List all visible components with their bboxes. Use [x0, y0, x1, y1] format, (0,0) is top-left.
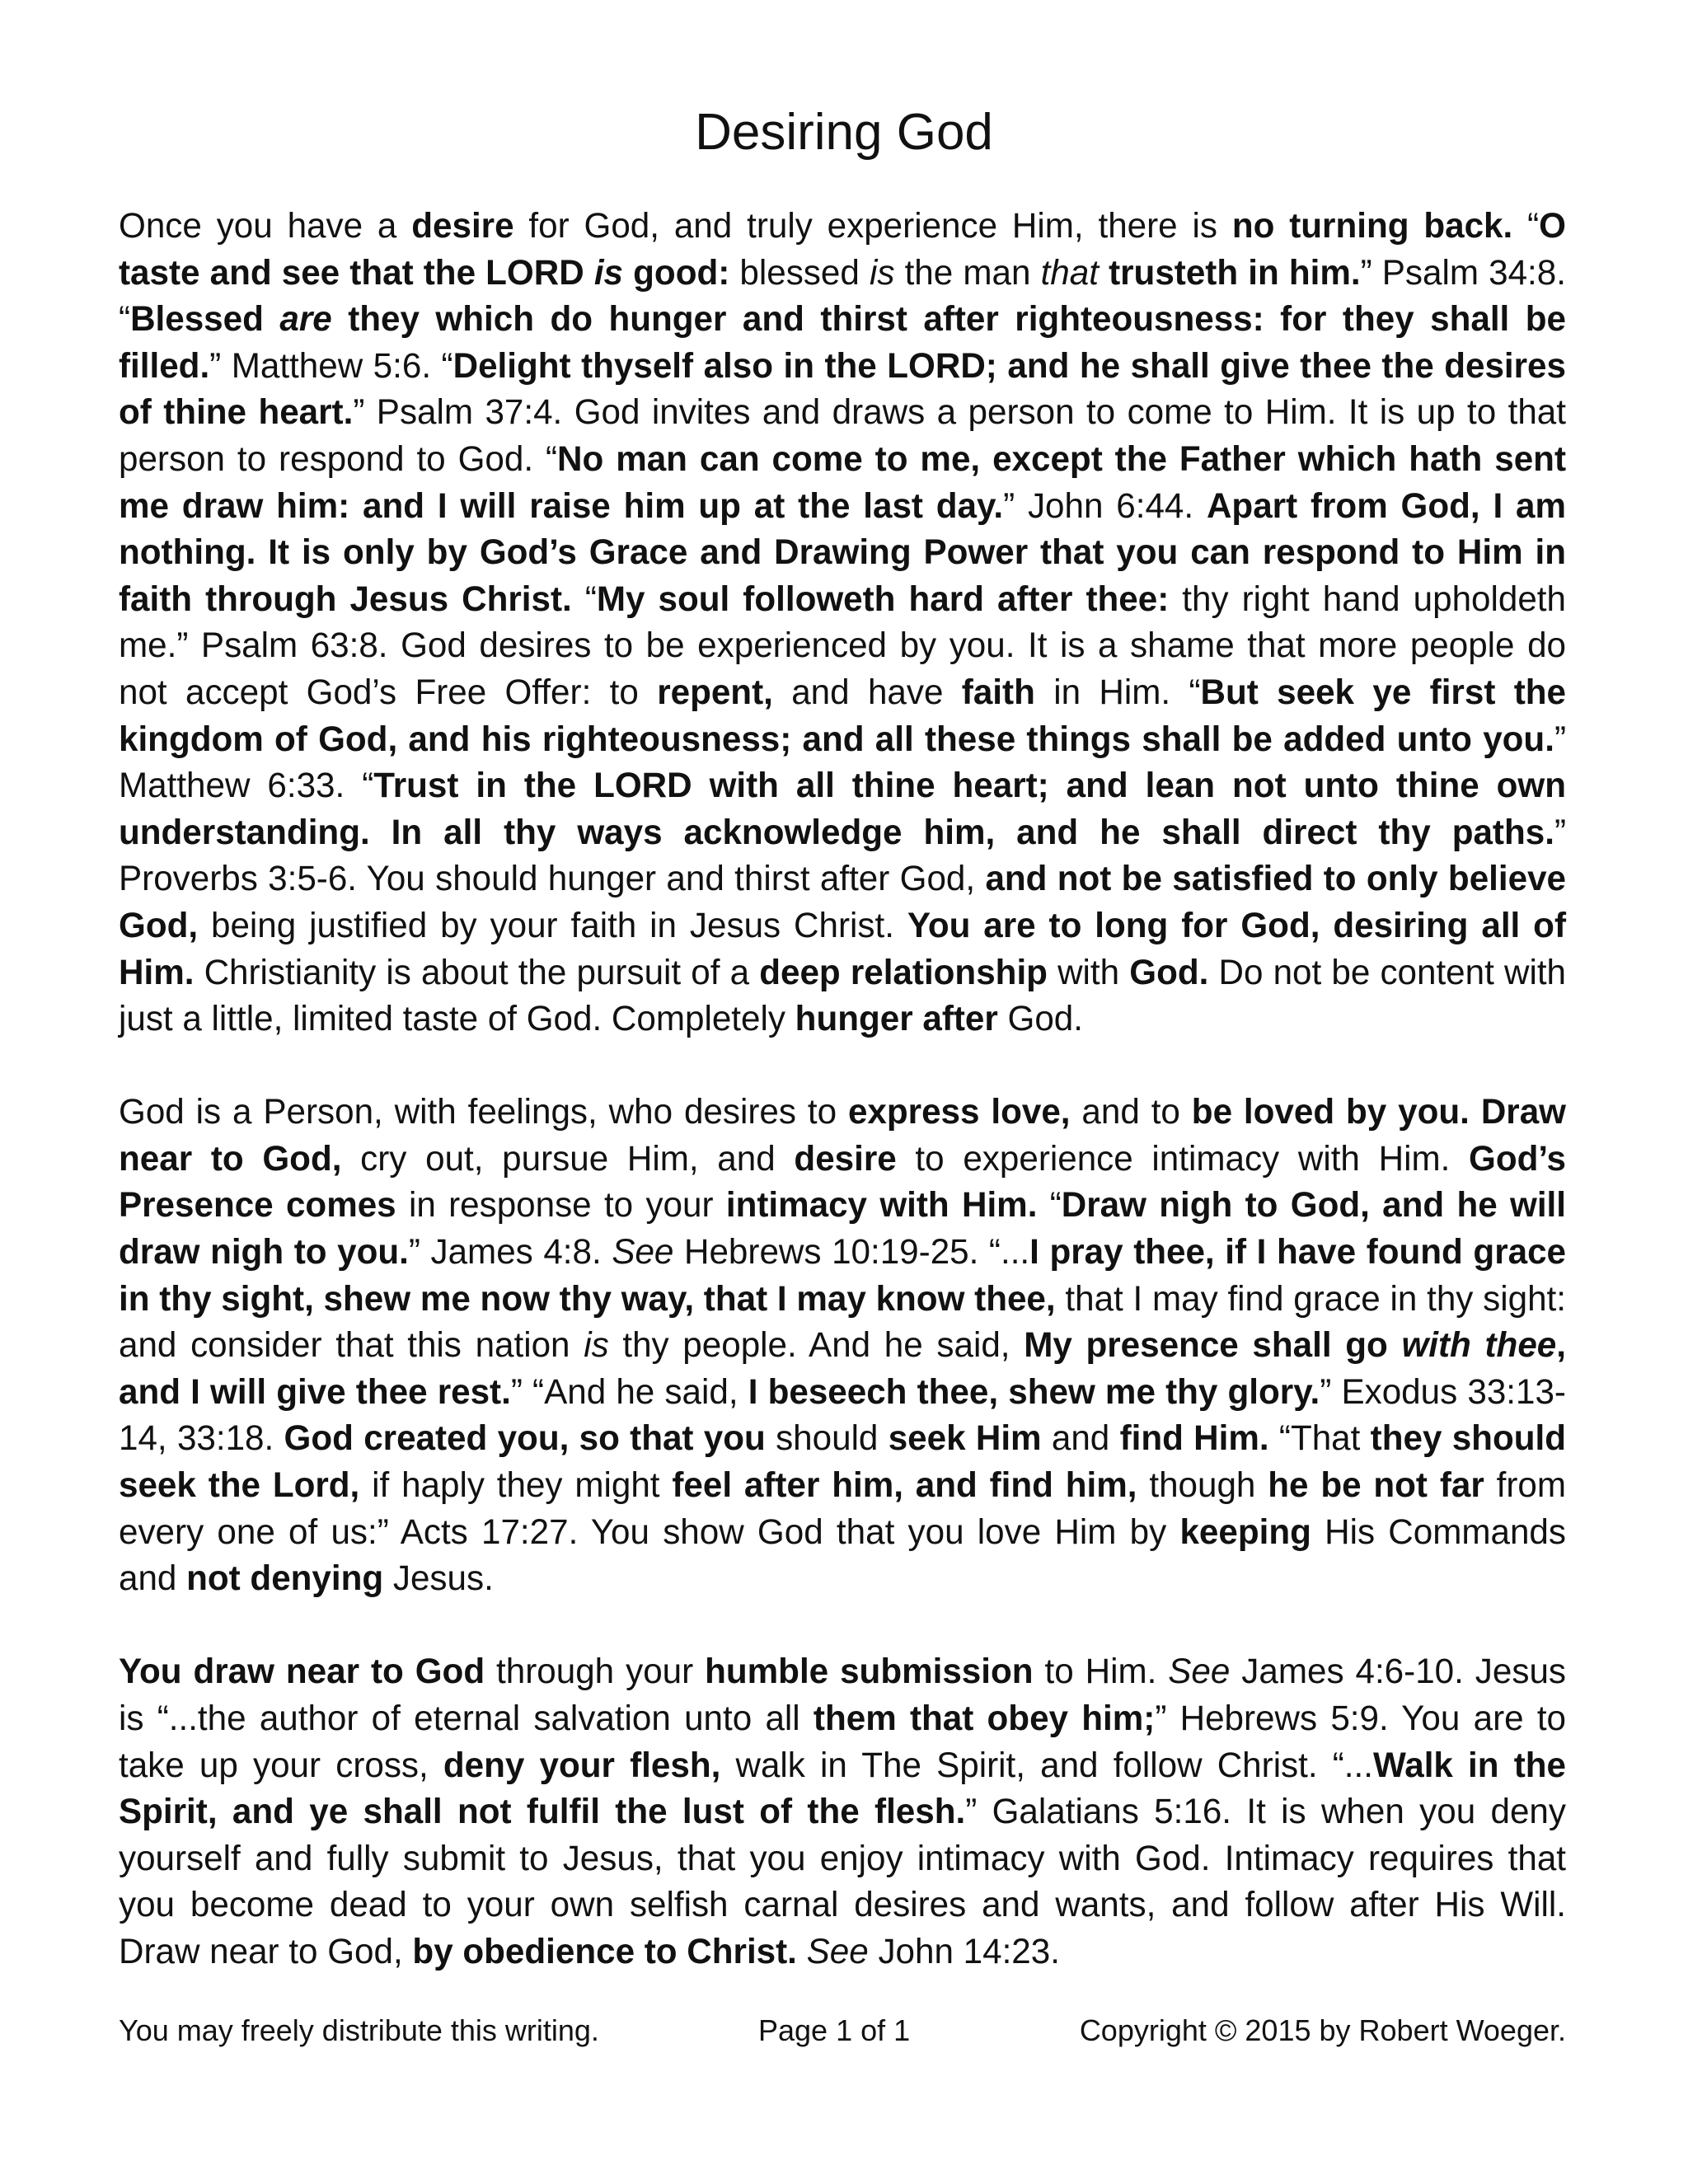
- text-run: Draw nigh to God, and he will draw nigh to you.: [119, 1185, 1566, 1272]
- text-run: See: [612, 1232, 674, 1272]
- text-run: and not be satisfied to only believe God,: [119, 859, 1566, 944]
- text-run: desire: [411, 206, 514, 245]
- text-run: cry out, pursue Him, and: [341, 1138, 795, 1178]
- text-run: feel after him, and find him,: [672, 1465, 1137, 1505]
- text-run: , and I will give thee rest.: [119, 1325, 1566, 1411]
- text-run: from every one of us:” Acts 17:27. You show God that you love Him by: [119, 1465, 1566, 1551]
- text-run: humble submission: [705, 1652, 1034, 1691]
- text-run: if haply they might: [359, 1465, 673, 1505]
- text-run: they which do hunger and thirst after righteousness: for they shall be filled.: [119, 299, 1566, 385]
- text-run: express love,: [847, 1092, 1071, 1132]
- text-run: they should seek the Lord,: [119, 1418, 1566, 1505]
- text-run: My presence shall go: [1024, 1325, 1402, 1365]
- footer-copyright: Copyright © 2015 by Robert Woeger.: [1079, 2013, 1566, 2047]
- text-run: ” Psalm 34:8. “: [119, 252, 1566, 339]
- text-run: no turning back.: [1231, 206, 1513, 245]
- text-run: Delight thyself also in the LORD; and he shall give thee the desires of thine heart.: [119, 345, 1566, 432]
- text-run: thy right hand upholdeth me.” Psalm 63:8. God desires to be experienced by you. It is a shame that more people do not accept God’s Free Offer: to: [119, 579, 1566, 711]
- text-run: God.: [997, 999, 1083, 1038]
- text-run: ” Matthew 6:33. “: [119, 719, 1566, 805]
- text-run: deep relationship: [759, 952, 1048, 991]
- text-run: “: [1037, 1185, 1062, 1225]
- text-run: trusteth in him.: [1109, 252, 1361, 292]
- document-body: [119, 203, 1566, 1975]
- text-run: “That: [1268, 1418, 1371, 1458]
- paragraph-1: [119, 203, 1566, 1043]
- text-run: and to: [1070, 1092, 1192, 1132]
- text-run: Apart from God, I am nothing. It is only by God’s Grace and Drawing Power that you can respond to Him in faith through Jesus Christ.: [119, 485, 1566, 618]
- text-run: ” Proverbs 3:5-6. You should hunger and thirst after God,: [119, 812, 1566, 898]
- text-run: Once you have a: [119, 206, 412, 245]
- text-run: [797, 1932, 807, 1971]
- text-run: keeping: [1179, 1511, 1311, 1551]
- text-run: Do not be content with just a little, limited taste of God. Completely: [119, 952, 1566, 1038]
- text-run: I beseech thee, shew me thy glory.: [748, 1371, 1320, 1411]
- text-run: to experience intimacy with Him.: [896, 1138, 1470, 1178]
- text-run: the man: [894, 252, 1041, 292]
- footer-distribution-note: You may freely distribute this writing.: [119, 2013, 599, 2047]
- text-run: Christianity is about the pursuit of a: [194, 952, 760, 991]
- text-run: Blessed: [130, 299, 280, 339]
- text-run: find Him.: [1119, 1418, 1269, 1458]
- text-run: [1099, 253, 1109, 292]
- text-run: blessed: [729, 252, 870, 292]
- text-run: to Him.: [1033, 1652, 1169, 1691]
- text-run: he be not far: [1268, 1465, 1484, 1505]
- text-run: be loved by you.: [1191, 1092, 1470, 1132]
- text-run: faith: [961, 672, 1035, 711]
- text-run: seek Him: [888, 1418, 1042, 1458]
- document-title: Desiring God: [695, 104, 993, 161]
- text-run: Jesus.: [383, 1558, 494, 1598]
- text-run: ” Galatians 5:16. It is when you deny yourself and fully submit to Jesus, that you enjoy intimacy with God. Intimacy requires that you become dead to your own selfish carnal desires and wants, and follow after His Will. Draw near to God,: [119, 1792, 1566, 1971]
- text-run: [1470, 1092, 1481, 1131]
- text-run: See: [1168, 1652, 1231, 1691]
- text-run: should: [765, 1418, 889, 1458]
- text-run: God is a Person, with feelings, who desires to: [119, 1092, 848, 1132]
- text-run: hunger after: [795, 999, 998, 1038]
- text-run: ” Hebrews 5:9. You are to take up your cross,: [119, 1699, 1567, 1784]
- text-run: good:: [623, 252, 730, 292]
- text-run: are: [279, 299, 332, 339]
- text-run: walk in The Spirit, and follow Christ. “...: [720, 1745, 1373, 1784]
- text-run: No man can come to me, except the Father which hath sent me draw him: and I will raise him up at the last day.: [119, 438, 1566, 525]
- text-run: with: [1047, 952, 1130, 991]
- paragraph-2: [119, 1089, 1566, 1602]
- text-run: ” Exodus 33:13-14, 33:18.: [119, 1371, 1566, 1458]
- footer-page-number: Page 1 of 1: [758, 2013, 911, 2047]
- text-run: desire: [794, 1138, 897, 1178]
- text-run: Trust in the LORD with all thine heart; and lean not unto thine own understanding. In all thy ways acknowledge him, and he shall direct thy paths.: [119, 766, 1566, 851]
- text-run: with thee: [1401, 1325, 1557, 1365]
- text-run: by obedience to Christ.: [412, 1931, 797, 1971]
- text-run: ” “And he said,: [510, 1371, 748, 1411]
- text-run: is: [593, 252, 624, 292]
- text-run: But seek ye first the kingdom of God, and his righteousness; and all these things shall be added unto you.: [119, 672, 1566, 758]
- text-run: Draw near to God,: [119, 1092, 1566, 1178]
- text-run: through your: [485, 1652, 706, 1691]
- text-run: in Him. “: [1034, 672, 1201, 711]
- text-run: You draw near to God: [119, 1652, 485, 1691]
- paragraph-3: [119, 1648, 1566, 1975]
- text-run: not denying: [186, 1558, 384, 1598]
- text-run: ” Matthew 5:6. “: [209, 345, 453, 385]
- text-run: deny your flesh,: [443, 1745, 721, 1784]
- text-run: ” John 6:44.: [1003, 485, 1207, 525]
- text-run: My soul followeth hard after thee:: [596, 579, 1170, 618]
- text-run: them that obey him;: [813, 1699, 1156, 1737]
- text-run: that: [1040, 252, 1099, 292]
- text-run: is: [869, 252, 895, 292]
- text-run: repent,: [657, 672, 773, 711]
- text-run: God created you, so that you: [284, 1418, 766, 1458]
- text-run: ” James 4:8.: [408, 1232, 612, 1272]
- text-run: Walk in the Spirit, and ye shall not fulfil the lust of the flesh.: [119, 1745, 1566, 1831]
- text-run: I pray thee, if I have found grace in thy sight, shew me now thy way, that I may know thee,: [119, 1232, 1567, 1318]
- text-run: thy people. And he said,: [608, 1325, 1025, 1365]
- text-run: ” Psalm 37:4. God invites and draws a person to come to Him. It is up to that person to respond to God. “: [119, 392, 1566, 478]
- text-run: “: [571, 579, 597, 618]
- text-run: being justified by your faith in Jesus Christ.: [198, 905, 907, 944]
- text-run: and have: [772, 672, 962, 711]
- text-run: in response to your: [396, 1185, 726, 1225]
- text-run: that I may find grace in thy sight: and consider that this nation: [119, 1278, 1566, 1365]
- text-run: is: [584, 1325, 609, 1365]
- text-run: “: [1512, 206, 1540, 245]
- text-run: God.: [1129, 952, 1209, 991]
- text-run: intimacy with Him.: [725, 1185, 1038, 1225]
- text-run: O taste and see that the LORD: [119, 206, 1566, 292]
- text-run: and: [1041, 1418, 1120, 1458]
- text-run: His Commands and: [119, 1511, 1566, 1598]
- text-run: for God, and truly experience Him, there is: [513, 206, 1232, 245]
- text-run: Hebrews 10:19-25. “...: [673, 1232, 1030, 1272]
- text-run: See: [806, 1931, 869, 1971]
- text-run: James 4:6-10. Jesus is “...the author of eternal salvation unto all: [119, 1652, 1567, 1737]
- text-run: John 14:23.: [868, 1931, 1060, 1971]
- text-run: though: [1137, 1465, 1268, 1505]
- text-run: God’s Presence comes: [119, 1138, 1567, 1225]
- text-run: You are to long for God, desiring all of Him.: [119, 905, 1566, 991]
